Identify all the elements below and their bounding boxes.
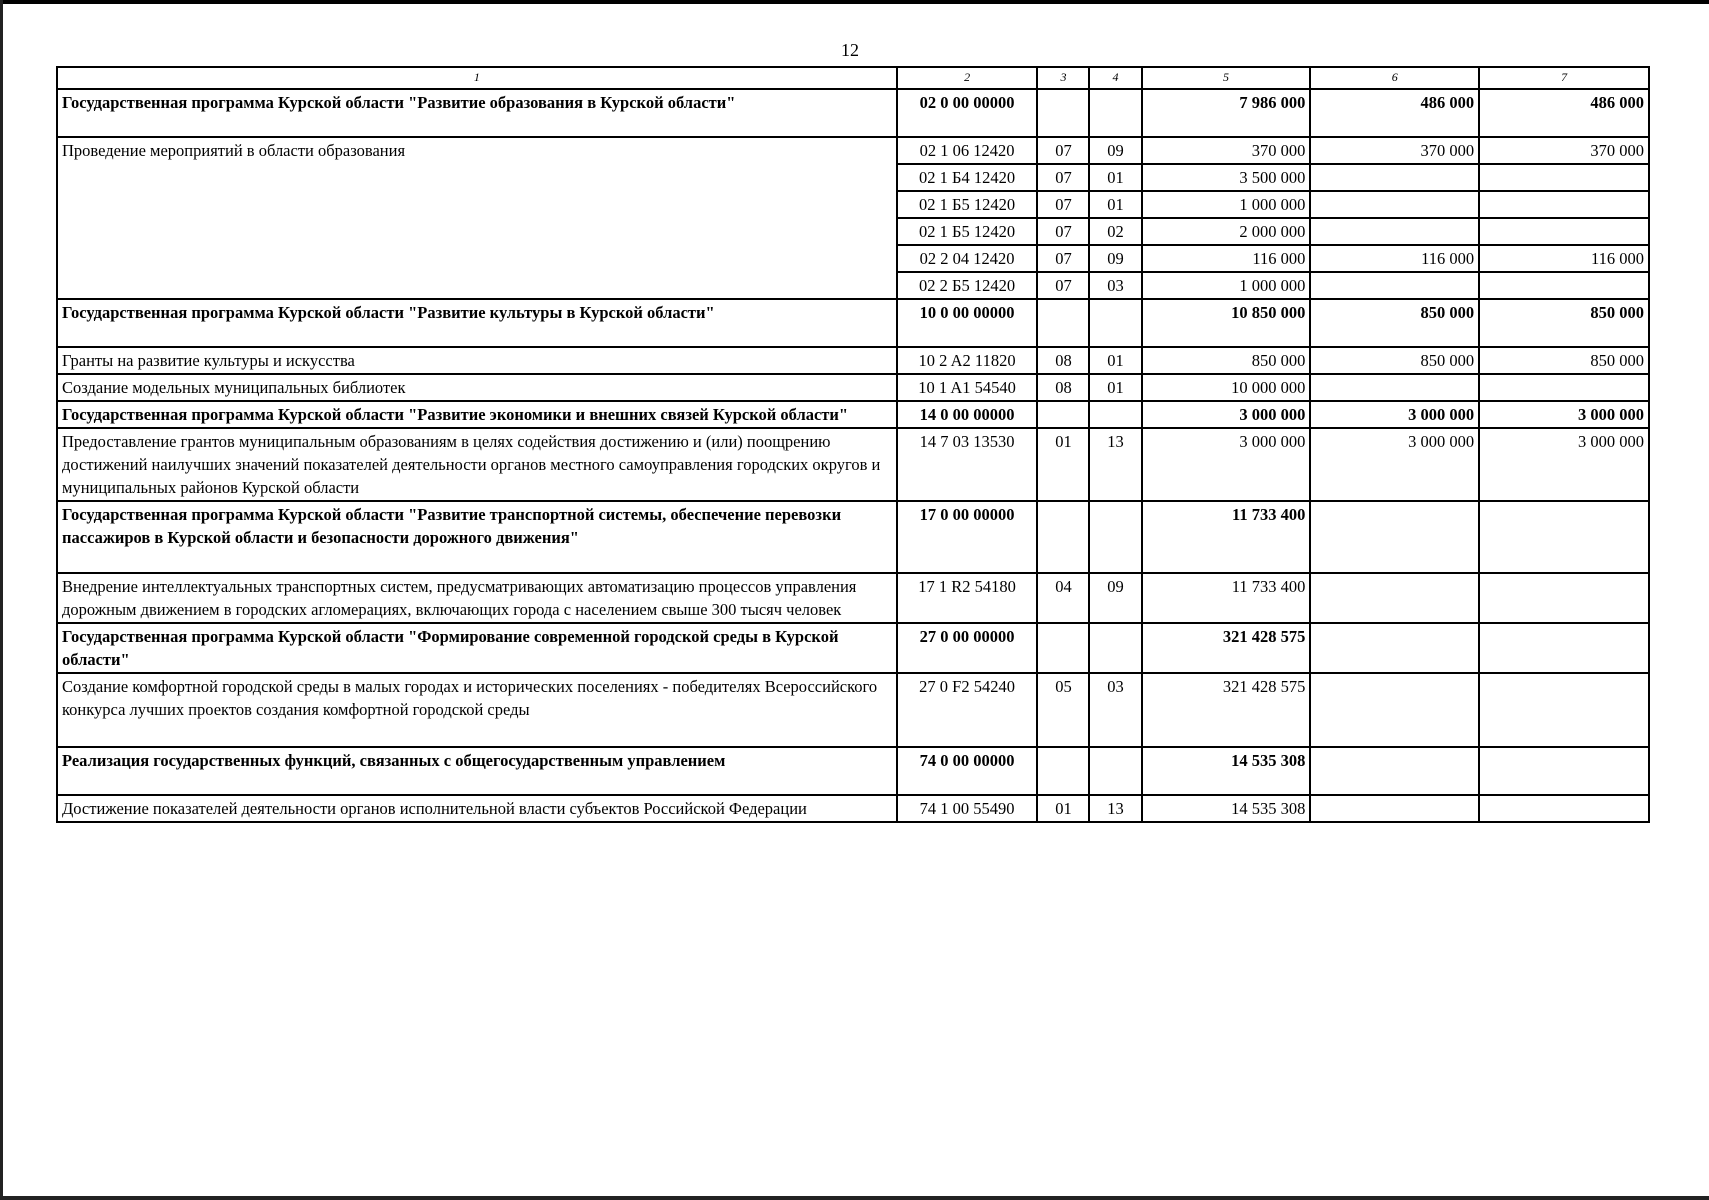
row-amount-5: 370 000 bbox=[1142, 137, 1311, 164]
activity-row bbox=[57, 795, 1649, 822]
row-code: 02 2 Б5 12420 bbox=[897, 272, 1038, 299]
row-amount-5: 3 000 000 bbox=[1142, 401, 1311, 428]
page-number: 12 bbox=[841, 40, 859, 60]
row-amount-7 bbox=[1479, 164, 1649, 191]
program-row bbox=[57, 501, 1649, 573]
row-amount-6 bbox=[1310, 191, 1479, 218]
row-amount-7 bbox=[1479, 795, 1649, 822]
row-amount-5: 3 500 000 bbox=[1142, 164, 1311, 191]
row-amount-6 bbox=[1310, 218, 1479, 245]
row-code: 02 1 Б5 12420 bbox=[897, 218, 1038, 245]
row-amount-5: 850 000 bbox=[1142, 347, 1311, 374]
row-subsection: 02 bbox=[1089, 218, 1141, 245]
column-number: 3 bbox=[1037, 67, 1089, 89]
row-name: Государственная программа Курской области "Развитие экономики и внешних связей Курской области" bbox=[57, 401, 897, 428]
row-amount-6: 486 000 bbox=[1310, 89, 1479, 137]
row-name: Государственная программа Курской области "Развитие транспортной системы, обеспечение перевозки пассажиров в Курской области и безопасности дорожного движения" bbox=[57, 501, 897, 573]
row-amount-5: 7 986 000 bbox=[1142, 89, 1311, 137]
row-amount-7: 486 000 bbox=[1479, 89, 1649, 137]
row-amount-7: 3 000 000 bbox=[1479, 428, 1649, 501]
row-code: 17 1 R2 54180 bbox=[897, 573, 1038, 623]
row-amount-5: 14 535 308 bbox=[1142, 795, 1311, 822]
row-code: 74 0 00 00000 bbox=[897, 747, 1038, 795]
row-code: 02 1 Б5 12420 bbox=[897, 191, 1038, 218]
row-name: Гранты на развитие культуры и искусства bbox=[57, 347, 897, 374]
column-number: 7 bbox=[1479, 67, 1649, 89]
activity-row bbox=[57, 673, 1649, 747]
column-number-row bbox=[57, 67, 1649, 89]
row-section bbox=[1037, 747, 1089, 795]
program-row bbox=[57, 401, 1649, 428]
row-section: 07 bbox=[1037, 272, 1089, 299]
activity-row bbox=[57, 428, 1649, 501]
row-section bbox=[1037, 401, 1089, 428]
row-amount-7 bbox=[1479, 501, 1649, 573]
row-name: Государственная программа Курской области "Формирование современной городской среды в Курской области" bbox=[57, 623, 897, 673]
row-amount-7 bbox=[1479, 191, 1649, 218]
scan-top-edge bbox=[0, 0, 1709, 4]
row-amount-5: 10 850 000 bbox=[1142, 299, 1311, 347]
row-section bbox=[1037, 623, 1089, 673]
row-name: Создание комфортной городской среды в малых городах и исторических поселениях - победителях Всероссийского конкурса лучших проектов создания комфортной городской среды bbox=[57, 673, 897, 747]
row-amount-7: 850 000 bbox=[1479, 299, 1649, 347]
row-subsection: 01 bbox=[1089, 347, 1141, 374]
row-amount-7 bbox=[1479, 747, 1649, 795]
row-section: 08 bbox=[1037, 374, 1089, 401]
row-amount-6 bbox=[1310, 673, 1479, 747]
row-amount-6: 850 000 bbox=[1310, 347, 1479, 374]
row-amount-6: 3 000 000 bbox=[1310, 428, 1479, 501]
row-amount-7 bbox=[1479, 623, 1649, 673]
row-amount-5: 1 000 000 bbox=[1142, 272, 1311, 299]
program-row bbox=[57, 299, 1649, 347]
row-amount-5: 321 428 575 bbox=[1142, 623, 1311, 673]
row-subsection: 03 bbox=[1089, 673, 1141, 747]
row-subsection bbox=[1089, 747, 1141, 795]
row-amount-7: 116 000 bbox=[1479, 245, 1649, 272]
column-number: 5 bbox=[1142, 67, 1311, 89]
row-code: 27 0 00 00000 bbox=[897, 623, 1038, 673]
row-subsection bbox=[1089, 299, 1141, 347]
row-code: 10 1 A1 54540 bbox=[897, 374, 1038, 401]
activity-row bbox=[57, 573, 1649, 623]
row-section bbox=[1037, 299, 1089, 347]
row-amount-6: 850 000 bbox=[1310, 299, 1479, 347]
row-amount-5: 14 535 308 bbox=[1142, 747, 1311, 795]
row-code: 74 1 00 55490 bbox=[897, 795, 1038, 822]
column-number: 6 bbox=[1310, 67, 1479, 89]
row-amount-7 bbox=[1479, 218, 1649, 245]
row-name: Создание модельных муниципальных библиотек bbox=[57, 374, 897, 401]
row-subsection: 01 bbox=[1089, 191, 1141, 218]
row-name: Государственная программа Курской области "Развитие образования в Курской области" bbox=[57, 89, 897, 137]
program-row bbox=[57, 623, 1649, 673]
row-section: 07 bbox=[1037, 191, 1089, 218]
row-section bbox=[1037, 89, 1089, 137]
row-code: 17 0 00 00000 bbox=[897, 501, 1038, 573]
row-code: 02 2 04 12420 bbox=[897, 245, 1038, 272]
row-name: Предоставление грантов муниципальным образованиям в целях содействия достижению и (или) поощрению достижений наилучших значений показателей деятельности органов местного самоуправления городских округов и муниципальных районов Курской области bbox=[57, 428, 897, 501]
activity-row bbox=[57, 137, 1649, 164]
row-amount-5: 11 733 400 bbox=[1142, 501, 1311, 573]
row-section bbox=[1037, 501, 1089, 573]
row-section: 07 bbox=[1037, 164, 1089, 191]
row-subsection bbox=[1089, 89, 1141, 137]
row-name: Проведение мероприятий в области образования bbox=[57, 137, 897, 299]
row-name: Государственная программа Курской области "Развитие культуры в Курской области" bbox=[57, 299, 897, 347]
row-code: 02 1 Б4 12420 bbox=[897, 164, 1038, 191]
row-amount-6 bbox=[1310, 374, 1479, 401]
budget-table bbox=[56, 66, 1650, 823]
row-amount-6 bbox=[1310, 573, 1479, 623]
row-subsection bbox=[1089, 501, 1141, 573]
row-amount-7 bbox=[1479, 374, 1649, 401]
row-amount-6 bbox=[1310, 623, 1479, 673]
row-amount-6 bbox=[1310, 795, 1479, 822]
row-code: 02 0 00 00000 bbox=[897, 89, 1038, 137]
row-section: 08 bbox=[1037, 347, 1089, 374]
column-number: 4 bbox=[1089, 67, 1141, 89]
row-amount-7 bbox=[1479, 673, 1649, 747]
row-name: Реализация государственных функций, связанных с общегосударственным управлением bbox=[57, 747, 897, 795]
row-amount-6 bbox=[1310, 272, 1479, 299]
program-row bbox=[57, 89, 1649, 137]
row-code: 10 0 00 00000 bbox=[897, 299, 1038, 347]
row-subsection: 13 bbox=[1089, 795, 1141, 822]
row-section: 07 bbox=[1037, 245, 1089, 272]
row-subsection: 01 bbox=[1089, 374, 1141, 401]
row-section: 01 bbox=[1037, 795, 1089, 822]
row-amount-6 bbox=[1310, 164, 1479, 191]
row-amount-7: 3 000 000 bbox=[1479, 401, 1649, 428]
row-name: Достижение показателей деятельности органов исполнительной власти субъектов Российской Федерации bbox=[57, 795, 897, 822]
row-code: 14 0 00 00000 bbox=[897, 401, 1038, 428]
row-amount-5: 321 428 575 bbox=[1142, 673, 1311, 747]
row-subsection: 03 bbox=[1089, 272, 1141, 299]
row-amount-5: 116 000 bbox=[1142, 245, 1311, 272]
row-subsection: 09 bbox=[1089, 245, 1141, 272]
scan-left-edge bbox=[0, 0, 3, 1200]
row-amount-6 bbox=[1310, 747, 1479, 795]
row-subsection: 13 bbox=[1089, 428, 1141, 501]
program-row bbox=[57, 747, 1649, 795]
row-amount-6: 370 000 bbox=[1310, 137, 1479, 164]
row-amount-7 bbox=[1479, 573, 1649, 623]
row-section: 01 bbox=[1037, 428, 1089, 501]
row-amount-6 bbox=[1310, 501, 1479, 573]
row-amount-5: 3 000 000 bbox=[1142, 428, 1311, 501]
row-amount-5: 10 000 000 bbox=[1142, 374, 1311, 401]
row-subsection: 09 bbox=[1089, 137, 1141, 164]
row-code: 02 1 06 12420 bbox=[897, 137, 1038, 164]
row-code: 14 7 03 13530 bbox=[897, 428, 1038, 501]
scan-bottom-edge bbox=[0, 1196, 1709, 1200]
row-section: 07 bbox=[1037, 218, 1089, 245]
row-subsection bbox=[1089, 623, 1141, 673]
row-amount-7 bbox=[1479, 272, 1649, 299]
column-number: 2 bbox=[897, 67, 1038, 89]
row-code: 10 2 A2 11820 bbox=[897, 347, 1038, 374]
row-amount-7: 370 000 bbox=[1479, 137, 1649, 164]
row-code: 27 0 F2 54240 bbox=[897, 673, 1038, 747]
row-subsection: 01 bbox=[1089, 164, 1141, 191]
row-amount-7: 850 000 bbox=[1479, 347, 1649, 374]
row-subsection: 09 bbox=[1089, 573, 1141, 623]
activity-row bbox=[57, 374, 1649, 401]
row-subsection bbox=[1089, 401, 1141, 428]
column-number: 1 bbox=[57, 67, 897, 89]
row-section: 05 bbox=[1037, 673, 1089, 747]
row-amount-6: 3 000 000 bbox=[1310, 401, 1479, 428]
row-section: 04 bbox=[1037, 573, 1089, 623]
row-amount-5: 2 000 000 bbox=[1142, 218, 1311, 245]
row-section: 07 bbox=[1037, 137, 1089, 164]
row-amount-5: 1 000 000 bbox=[1142, 191, 1311, 218]
activity-row bbox=[57, 347, 1649, 374]
row-name: Внедрение интеллектуальных транспортных систем, предусматривающих автоматизацию процессов управления дорожным движением в городских агломерациях, включающих города с населением свыше 300 тысяч человек bbox=[57, 573, 897, 623]
row-amount-5: 11 733 400 bbox=[1142, 573, 1311, 623]
row-amount-6: 116 000 bbox=[1310, 245, 1479, 272]
